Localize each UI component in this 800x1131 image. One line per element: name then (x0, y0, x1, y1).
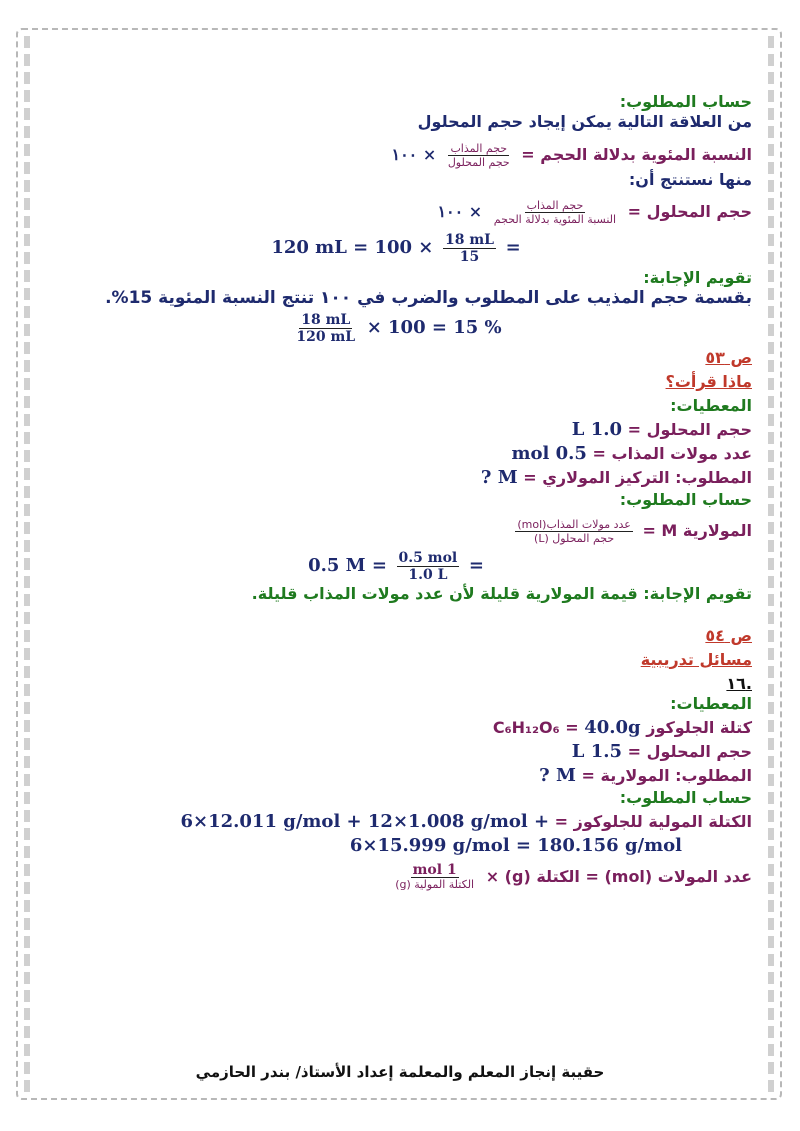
page-ref-53: ص ٥٣ (705, 348, 752, 367)
heading-givens-2: المعطيات: (670, 694, 752, 713)
calc-molarity: 0.5 M = $\frac{\text{0.5 mol}}{1.0 L}$ = (308, 550, 484, 583)
fraction: $\frac{\text{1 mol}}{\text{الكتلة المولية (g)}}$ (395, 862, 475, 891)
text-relation: من العلاقة التالية يمكن إيجاد حجم المحلول (417, 112, 752, 131)
required-molarity-2: المطلوب: المولارية = M ? (539, 765, 752, 786)
problem-number: .١٦ (726, 674, 752, 693)
calc-percent: $\frac{18 mL}{120 mL}$ × 100 = 15 % (296, 312, 502, 345)
formula-moles: عدد المولات (mol) = الكتلة (g) × $\frac{\text{1 mol}}{\text{الكتلة المولية (g)}}$ (395, 862, 752, 891)
molar-mass-line2: 6×15.999 g/mol = 180.156 g/mol (349, 835, 682, 856)
heading-required-calc-2: حساب المطلوب: (619, 490, 752, 509)
molar-mass-line1: الكتلة المولية للجلوكوز = 6×12.011 g/mol + 12×1.008 g/mol + (180, 811, 752, 832)
heading-answer-eval: تقويم الإجابة: (643, 268, 752, 287)
text-answer-eval-2: تقويم الإجابة: قيمة المولارية قليلة لأن عدد مولات المذاب قليلة. (251, 584, 752, 603)
heading-what-read: ماذا قرأت؟ (665, 372, 752, 391)
required-molarity: المطلوب: التركيز المولاري = M ? (480, 467, 752, 488)
given-volume-2: حجم المحلول = 1.5 L (571, 741, 752, 762)
formula-solution-volume: حجم المحلول = $\frac{\text{حجم المذاب}}{\text{النسبة المئوية بدلالة الحجم}}$ × ١٠٠ (437, 199, 752, 226)
fraction: $\frac{\text{حجم المذاب}}{\text{حجم المحلول}}$ (447, 142, 510, 169)
text-answer-eval: بقسمة حجم المذيب على المطلوب والضرب في ١٠٠ تنتج النسبة المئوية 15%. (105, 288, 752, 308)
fraction: $\frac{18 mL}{120 mL}$ (296, 312, 356, 345)
formula-volume-percent: النسبة المئوية بدلالة الحجم = $\frac{\text{حجم المذاب}}{\text{حجم المحلول}}$ × ١٠٠ (391, 142, 752, 169)
page-ref-54: ص ٥٤ (705, 626, 752, 645)
given-volume: حجم المحلول = 1.0 L (571, 419, 752, 440)
heading-practice: مسائل تدريبية (640, 650, 752, 669)
document-body (40, 92, 752, 894)
fraction: $\frac{18 mL}{15}$ (444, 232, 494, 265)
heading-required-calc-3: حساب المطلوب: (619, 788, 752, 807)
fraction: $\frac{\text{0.5 mol}}{1.0 L}$ (398, 550, 458, 583)
given-moles: عدد مولات المذاب = 0.5 mol (511, 443, 752, 464)
heading-givens: المعطيات: (670, 396, 752, 415)
footer-credit: حقيبة إنجاز المعلم والمعلمة إعداد الأستاذ/ بندر الحازمي (195, 1063, 605, 1081)
calc-volume: 120 mL = 100 × $\frac{18 mL}{15}$ = (271, 232, 521, 265)
heading-required-calc: حساب المطلوب: (619, 92, 752, 111)
text-conclude: منها نستنتج أن: (628, 170, 752, 189)
given-glucose-mass: كتلة الجلوكوز C₆H₁₂O₆ = 40.0g (492, 717, 752, 738)
fraction: $\frac{\text{عدد مولات المذاب(mol)}}{\text{حجم المحلول (L)}}$ (517, 518, 631, 545)
fraction: $\frac{\text{حجم المذاب}}{\text{النسبة المئوية بدلالة الحجم}}$ (493, 199, 617, 226)
formula-molarity: المولارية M = $\frac{\text{عدد مولات المذاب(mol)}}{\text{حجم المحلول (L)}}$ (517, 518, 752, 545)
